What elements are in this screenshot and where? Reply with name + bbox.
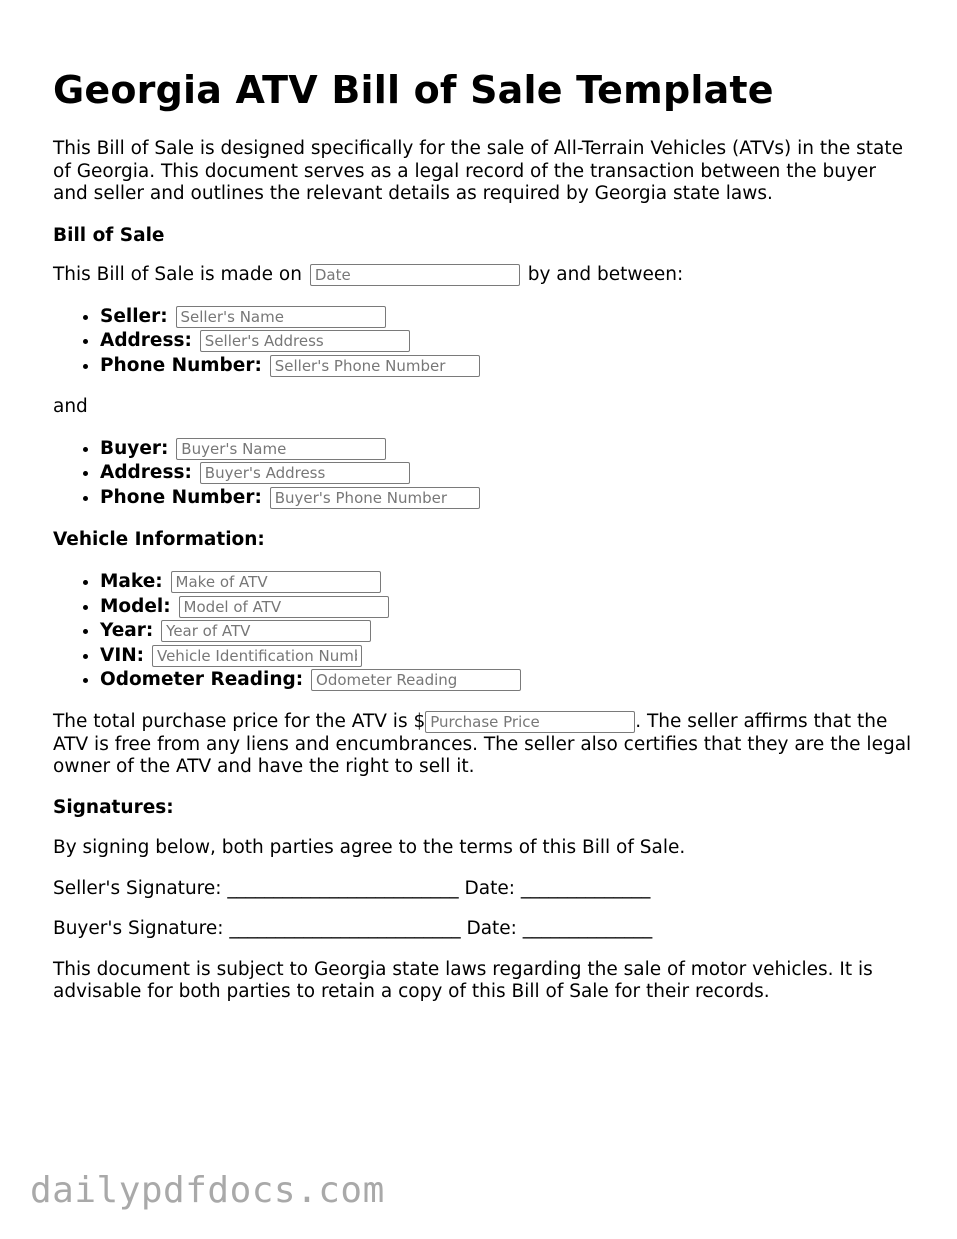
vin-label: VIN: [100,644,145,666]
buyer-name-input[interactable] [176,438,386,460]
seller-phone-input[interactable] [270,355,480,377]
vin-input[interactable] [152,645,362,667]
seller-signature-line: Seller's Signature: _________________________ Date: ______________ [53,877,651,899]
buyer-phone-label: Phone Number: [100,486,262,508]
intro-paragraph: This Bill of Sale is designed specifically for the sale of All-Terrain Vehicles (ATVs) in the state of Georgia. This document serves as a legal record of the transaction between the buyer and seller and outlines the relevant details as required by Georgia state laws. [53,138,903,204]
document-page [53,0,913,1004]
list-item [100,305,913,330]
signatures-heading: Signatures: [53,796,174,818]
list-item [100,329,913,354]
closing-paragraph: This document is subject to Georgia state laws regarding the sale of motor vehicles. It is advisable for both parties to retain a copy of this Bill of Sale for their records. [53,958,873,1003]
page-title: Georgia ATV Bill of Sale Template [53,68,774,112]
seller-list [53,305,913,379]
model-input[interactable] [179,596,389,618]
and-text: and [53,396,88,418]
make-input[interactable] [171,571,381,593]
odometer-label: Odometer Reading: [100,669,304,691]
buyer-phone-input[interactable] [270,487,480,509]
odometer-input[interactable] [311,669,521,691]
purchase-price-input[interactable] [425,711,635,733]
list-item [100,595,913,620]
model-label: Model: [100,595,171,617]
watermark: dailypdfdocs.com [30,1170,385,1211]
seller-name-input[interactable] [176,306,386,328]
price-text-before: The total purchase price for the ATV is $ [53,711,426,733]
list-item [100,354,913,379]
list-item [100,668,913,693]
year-input[interactable] [161,620,371,642]
made-on-line [53,264,913,287]
by-and-between-text: by and between: [527,264,684,285]
vehicle-information-heading: Vehicle Information: [53,528,265,550]
list-item [100,644,913,669]
made-on-text: This Bill of Sale is made on [53,264,302,285]
seller-address-input[interactable] [200,330,410,352]
seller-phone-label: Phone Number: [100,354,262,376]
list-item [100,619,913,644]
buyer-signature-line: Buyer's Signature: _________________________ Date: ______________ [53,918,653,940]
list-item [100,461,913,486]
buyer-list [53,437,913,511]
make-label: Make: [100,571,163,593]
buyer-name-label: Buyer: [100,437,169,459]
list-item [100,570,913,595]
purchase-price-paragraph [53,711,913,779]
seller-address-label: Address: [100,330,192,352]
year-label: Year: [100,620,154,642]
bill-of-sale-heading: Bill of Sale [53,224,165,246]
price-text-after: . The seller affirms that the ATV is free from any liens and encumbrances. The seller also certifies that they are the legal owner of the ATV and have the right to sell it. [53,711,912,778]
buyer-address-label: Address: [100,462,192,484]
seller-name-label: Seller: [100,305,168,327]
list-item [100,486,913,511]
vehicle-list [53,570,913,693]
signatures-intro: By signing below, both parties agree to the terms of this Bill of Sale. [53,837,686,859]
sale-date-input[interactable] [310,264,520,286]
list-item [100,437,913,462]
buyer-address-input[interactable] [200,462,410,484]
